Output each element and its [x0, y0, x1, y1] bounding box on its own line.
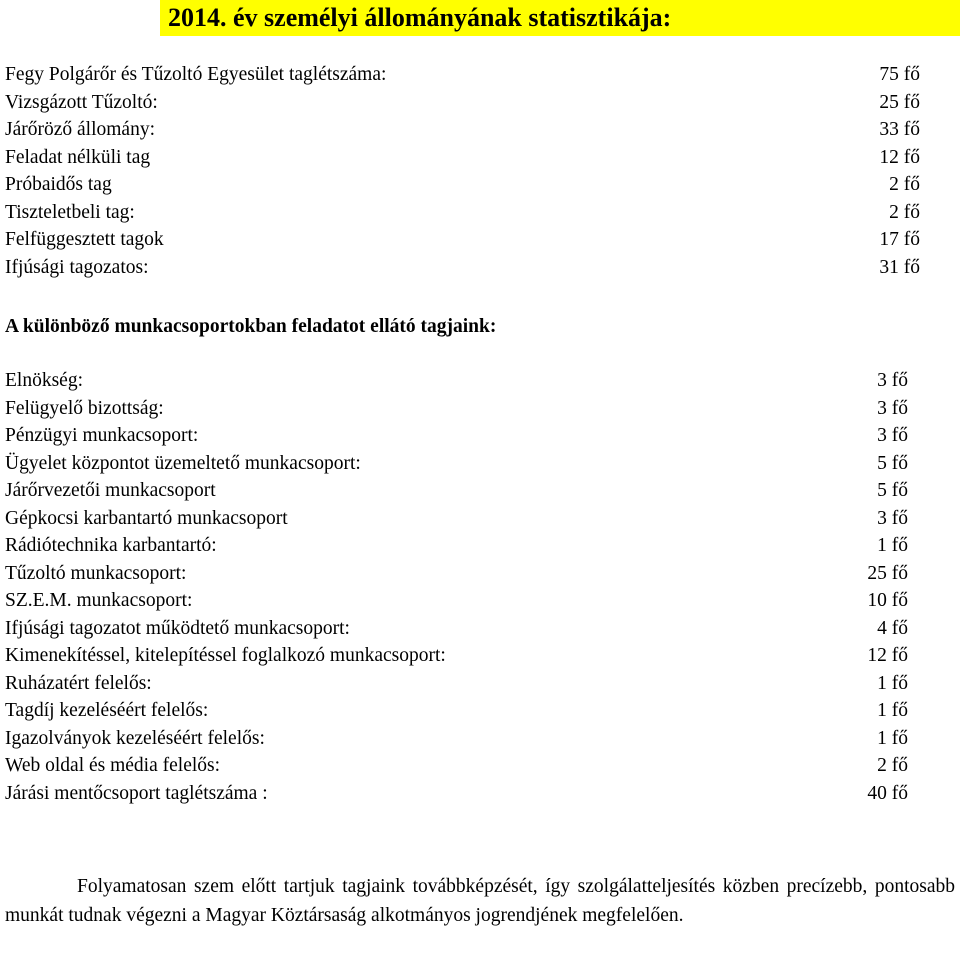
statistic-row [5, 144, 920, 172]
statistic-label: Rádiótechnika karbantartó: [5, 535, 217, 556]
statistic-row [5, 477, 908, 505]
statistic-value: 17 fő [879, 229, 920, 250]
statistic-row [5, 61, 920, 89]
statistic-label: SZ.E.M. munkacsoport: [5, 590, 193, 611]
statistic-label: Ifjúsági tagozatos: [5, 256, 149, 278]
statistic-row [5, 780, 908, 808]
statistic-row [5, 171, 920, 199]
statistic-value: 2 fő [889, 201, 920, 223]
statistic-value: 3 fő [877, 397, 908, 419]
statistic-value: 25 fő [867, 562, 908, 584]
statistic-label: Tagdíj kezeléséért felelős: [5, 700, 209, 721]
statistic-row [5, 697, 908, 725]
statistic-label: Kimenekítéssel, kitelepítéssel foglalkozó munkacsoport: [5, 645, 446, 666]
statistic-row [5, 615, 908, 643]
statistic-label: Próbaidős tag [5, 174, 112, 195]
statistic-value: 25 fő [879, 91, 920, 113]
statistic-label: Igazolványok kezeléséért felelős: [5, 727, 265, 749]
statistic-value: 1 fő [877, 535, 908, 556]
statistic-label: Elnökség: [5, 370, 83, 391]
statistic-row [5, 422, 908, 450]
statistic-label: Felfüggesztett tagok [5, 229, 164, 250]
statistic-value: 40 fő [867, 782, 908, 804]
statistic-row [5, 199, 920, 227]
page-title: 2014. év személyi állományának statisztikája: [168, 3, 672, 32]
statistic-row [5, 670, 908, 698]
statistic-row [5, 367, 908, 395]
statistic-value: 5 fő [877, 480, 908, 501]
statistic-value: 1 fő [877, 672, 908, 694]
statistic-row [5, 395, 908, 423]
statistic-value: 2 fő [877, 755, 908, 776]
statistic-label: Pénzügyi munkacsoport: [5, 425, 199, 446]
statistic-value: 3 fő [877, 370, 908, 391]
statistic-label: Fegy Polgárőr és Tűzoltó Egyesület taglétszáma: [5, 64, 387, 85]
statistic-label: Gépkocsi karbantartó munkacsoport [5, 507, 288, 529]
statistic-row [5, 116, 920, 144]
statistic-row [5, 725, 908, 753]
statistic-label: Ruházatért felelős: [5, 672, 152, 694]
statistic-value: 3 fő [877, 425, 908, 446]
workgroup-statistics-list [5, 367, 908, 807]
statistic-value: 75 fő [879, 64, 920, 85]
statistic-row [5, 560, 908, 588]
statistic-label: Járási mentőcsoport taglétszáma : [5, 782, 268, 804]
statistic-row [5, 450, 908, 478]
statistic-label: Tűzoltó munkacsoport: [5, 562, 187, 584]
statistic-row [5, 89, 920, 117]
statistic-value: 1 fő [877, 700, 908, 721]
statistic-label: Járőrvezetői munkacsoport [5, 480, 216, 501]
statistic-value: 2 fő [889, 174, 920, 195]
statistic-row [5, 642, 908, 670]
section-heading: A különböző munkacsoportokban feladatot ellátó tagjaink: [5, 316, 497, 337]
member-statistics-list [5, 61, 920, 281]
statistic-label: Ifjúsági tagozatot működtető munkacsoport: [5, 617, 350, 639]
statistic-label: Tiszteletbeli tag: [5, 201, 135, 223]
closing-paragraph: Folyamatosan szem előtt tartjuk tagjaink továbbképzését, így szolgálatteljesítés közben precízebb, pontosabb munkát tudnak végezni a Magyar Köztársaság alkotmányos jogrendjének megfelelően. [5, 876, 955, 926]
statistic-value: 12 fő [879, 146, 920, 168]
statistic-value: 10 fő [867, 590, 908, 611]
statistic-label: Felügyelő bizottság: [5, 397, 164, 419]
statistic-row [5, 752, 908, 780]
statistic-value: 3 fő [877, 507, 908, 529]
statistic-label: Web oldal és média felelős: [5, 755, 221, 776]
statistic-value: 33 fő [879, 119, 920, 140]
statistic-label: Vizsgázott Tűzoltó: [5, 91, 158, 113]
statistic-value: 5 fő [877, 452, 908, 474]
statistic-value: 4 fő [877, 617, 908, 639]
statistic-row [5, 254, 920, 282]
statistic-value: 1 fő [877, 727, 908, 749]
statistic-label: Feladat nélküli tag [5, 146, 151, 168]
statistic-row [5, 587, 908, 615]
statistic-row [5, 532, 908, 560]
statistic-row [5, 505, 908, 533]
statistic-label: Járőröző állomány: [5, 119, 155, 140]
statistic-value: 31 fő [879, 256, 920, 278]
statistic-value: 12 fő [867, 645, 908, 666]
statistic-row [5, 226, 920, 254]
statistic-label: Ügyelet központot üzemeltető munkacsoport: [5, 452, 361, 474]
